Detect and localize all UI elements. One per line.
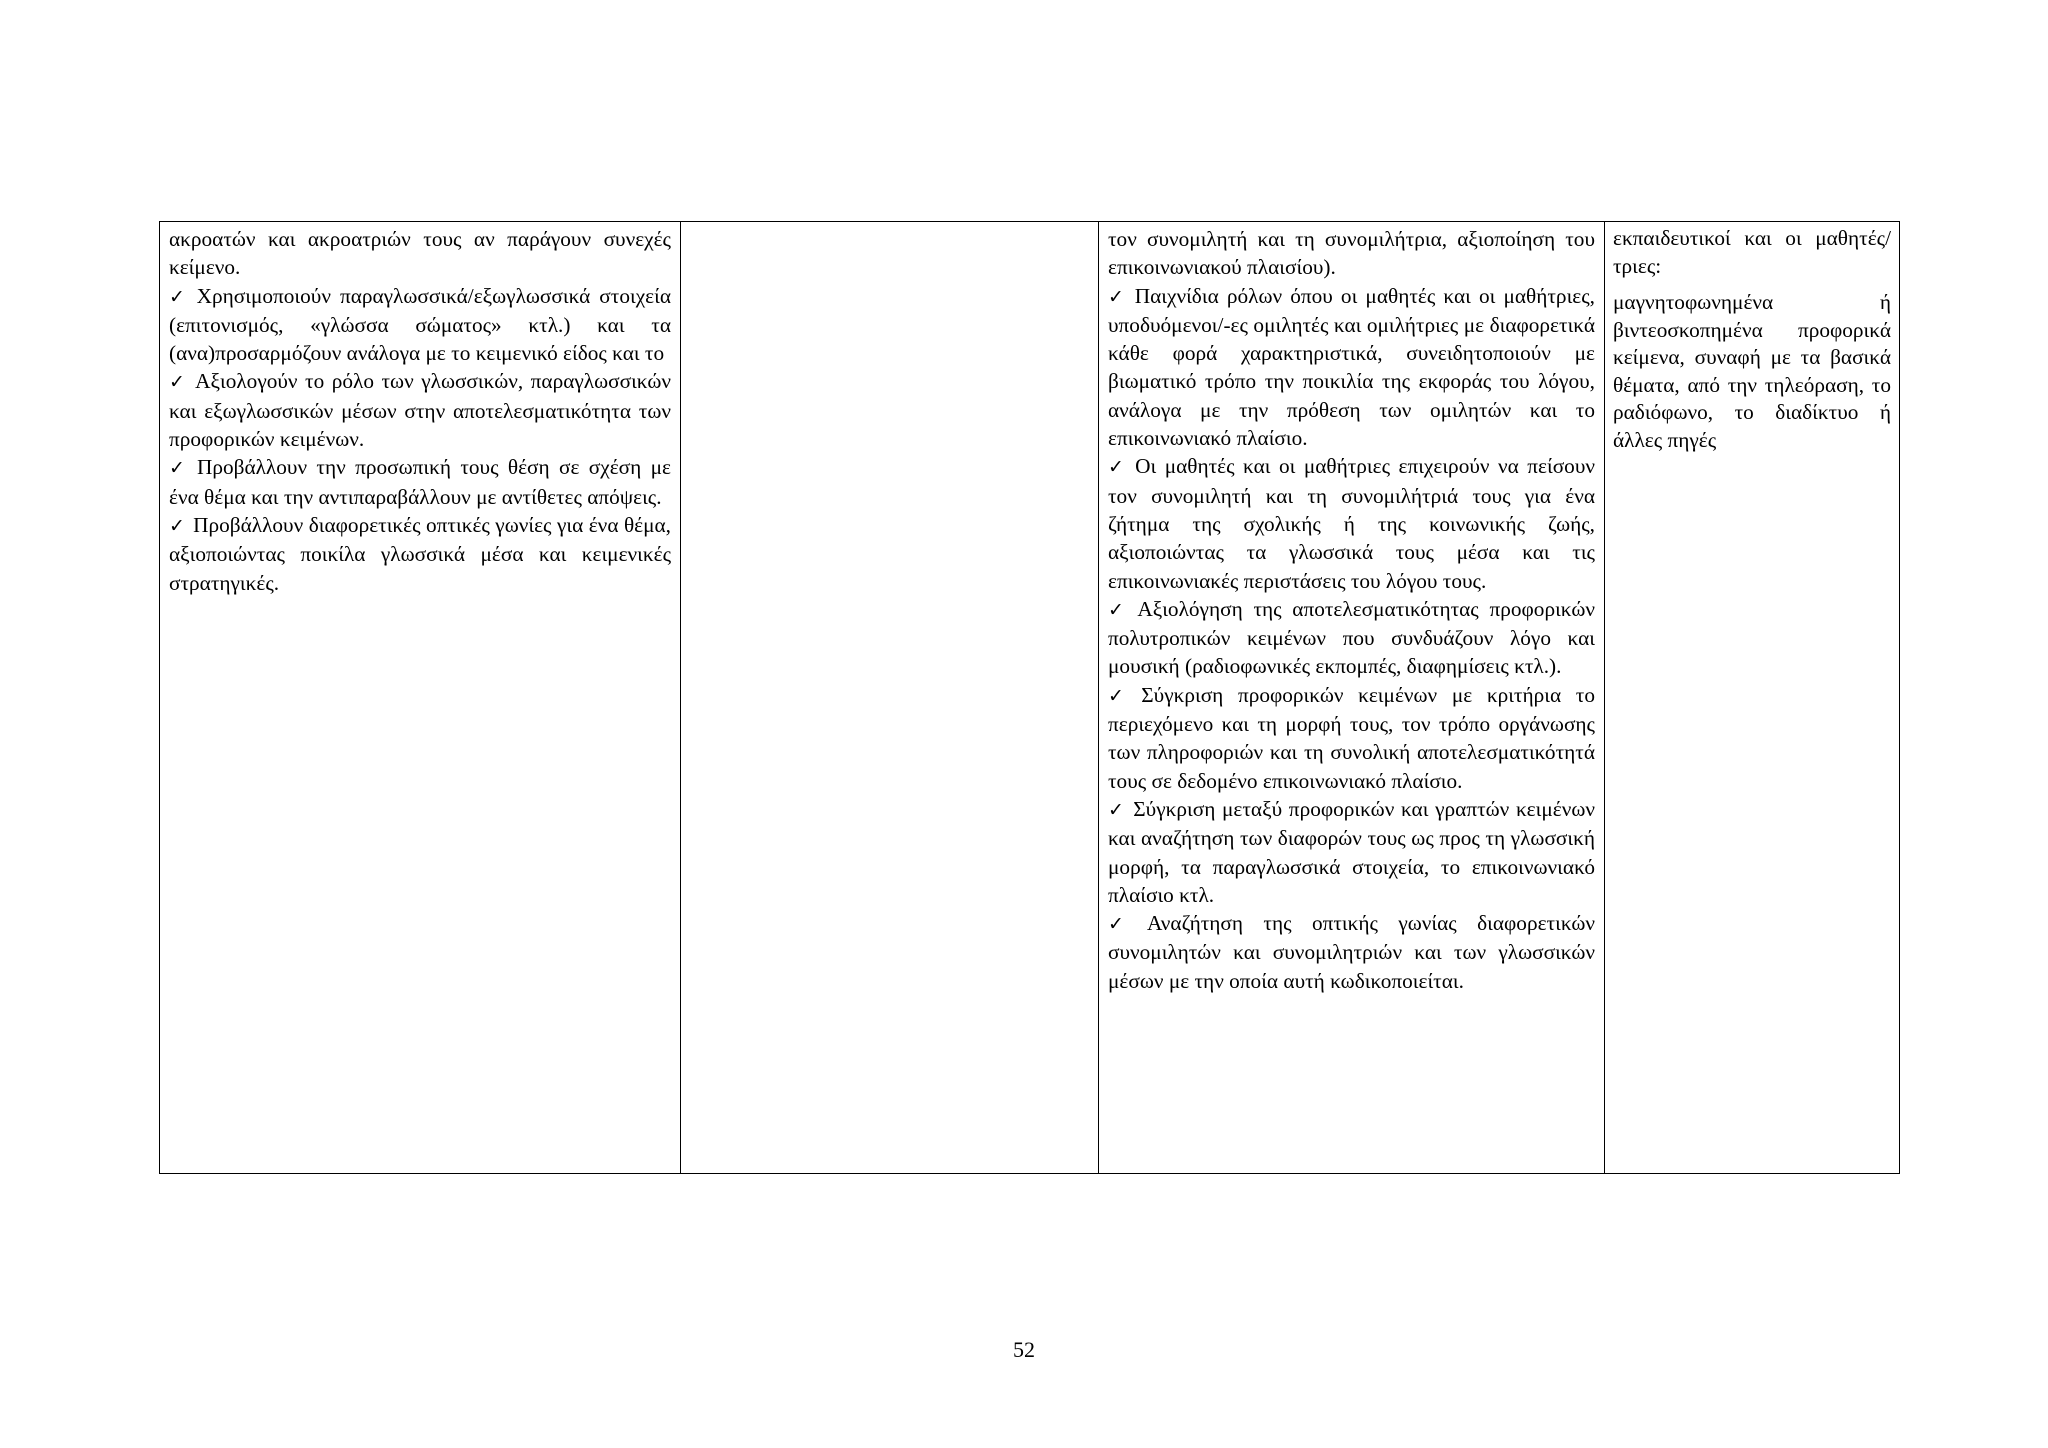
paragraph <box>169 225 671 282</box>
paragraph-text: ακροατών και ακροατριών τους αν παράγουν συνεχές κείμενο. <box>169 227 671 280</box>
activities-cell <box>1099 222 1605 1174</box>
checkmark-icon: ✓ <box>1108 684 1134 707</box>
paragraph <box>1108 795 1595 909</box>
materials-body: μαγνητοφωνημένα ή βιντεοσκοπημένα προφορικά κείμενα, συναφή με τα βασικά θέματα, από την τηλεόραση, το ραδιόφωνο, το διαδίκτυο ή άλλες πηγές <box>1613 290 1891 452</box>
paragraph-text: Οι μαθητές και οι μαθήτριες επιχειρούν να πείσουν τον συνομιλητή και τη συνομιλήτριά τους για ένα ζήτημα της σχολικής ή της κοινωνικής ζωής, αξιοποιώντας τα γλωσσικά τους μέσα και τις επικοινωνιακές περιστάσεις του λόγου τους. <box>1108 454 1596 593</box>
empty-cell <box>681 222 1099 1174</box>
materials-content <box>1605 222 1899 454</box>
table-row <box>160 222 1900 1174</box>
checkmark-icon: ✓ <box>169 371 188 394</box>
paragraph <box>1108 225 1595 282</box>
paragraph-text: Παιχνίδια ρόλων όπου οι μαθητές και οι μαθήτριες, υποδυόμενοι/-ες ομιλητές και ομιλήτριες με διαφορετικά κάθε φορά χαρακτηριστικά, συνειδητοποιούν με βιωματικό τρόπο την ποικιλία της εκφοράς του λόγου, ανάλογα με την πρόθεση των ομιλητών και το επικοινωνιακό πλαίσιο. <box>1108 283 1595 451</box>
paragraph-text: Αξιολογούν το ρόλο των γλωσσικών, παραγλωσσικών και εξωγλωσσικών μέσων στην αποτελεσματικότητα των προφορικών κειμένων. <box>169 369 671 452</box>
paragraph <box>169 367 671 453</box>
content-table <box>159 221 1900 1174</box>
paragraph-text: Αναζήτηση της οπτικής γωνίας διαφορετικών συνομιλητών και συνομιλητριών και των γλωσσικών μέσων με την οποία αυτή κωδικοποιείται. <box>1108 911 1596 993</box>
empty-content <box>681 222 1098 225</box>
paragraph-text: Προβάλλουν την προσωπική τους θέση σε σχέση με ένα θέμα και την αντιπαραβάλλουν με αντίθετες απόψεις. <box>169 455 671 509</box>
checkmark-icon: ✓ <box>1108 285 1127 308</box>
checkmark-icon: ✓ <box>1108 456 1128 479</box>
checkmark-icon: ✓ <box>1108 913 1139 936</box>
checkmark-icon: ✓ <box>169 457 189 480</box>
paragraph <box>169 511 671 597</box>
checkmark-icon: ✓ <box>169 514 186 537</box>
page-number: 52 <box>1013 1337 1035 1362</box>
objectives-cell <box>160 222 681 1174</box>
paragraph-text: Χρησιμοποιούν παραγλωσσικά/εξωγλωσσικά στοιχεία (επιτονισμός, «γλώσσα σώματος» κτλ.) και τα (ανα)προσαρμόζουν ανάλογα με το κειμενικό είδος και το <box>169 283 672 366</box>
paragraph <box>1108 595 1595 681</box>
paragraph <box>169 453 671 511</box>
activities-content <box>1099 222 1604 995</box>
paragraph-text: τον συνομιλητή και τη συνομιλήτρια, αξιοποίηση του επικοινωνιακού πλαισίου). <box>1108 227 1595 280</box>
paragraph-text: Σύγκριση προφορικών κειμένων με κριτήρια το περιεχόμενο και τη μορφή τους, τον τρόπο οργάνωσης των πληροφοριών και τη συνολική αποτελεσματικότητά τους σε δεδομένο επικοινωνιακό πλαίσιο. <box>1108 682 1595 793</box>
paragraph <box>1108 681 1595 795</box>
objectives-content <box>160 222 680 597</box>
paragraph-text: Σύγκριση μεταξύ προφορικών και γραπτών κειμένων και αναζήτηση των διαφορών τους ως προς τη γλωσσική μορφή, τα παραγλωσσικά στοιχεία, το επικοινωνιακό πλαίσιο κτλ. <box>1108 796 1595 907</box>
checkmark-icon: ✓ <box>1108 598 1130 621</box>
paragraph-text: Αξιολόγηση της αποτελεσματικότητας προφορικών πολυτροπικών κειμένων που συνδυάζουν λόγο και μουσική (ραδιοφωνικές εκπομπές, διαφημίσεις κτλ.). <box>1108 596 1595 679</box>
checkmark-icon: ✓ <box>1108 798 1126 821</box>
spacer <box>1613 280 1891 289</box>
paragraph <box>1108 282 1595 453</box>
materials-cell <box>1605 222 1900 1174</box>
paragraph-text: Προβάλλουν διαφορετικές οπτικές γωνίες για ένα θέμα, αξιοποιώντας ποικίλα γλωσσικά μέσα και κειμενικές στρατηγικές. <box>169 512 672 595</box>
paragraph <box>1108 909 1595 995</box>
paragraph <box>169 282 671 368</box>
checkmark-icon: ✓ <box>169 285 189 308</box>
paragraph <box>1108 452 1595 594</box>
materials-intro: εκπαιδευτικοί και οι μαθητές/τριες: <box>1613 226 1891 278</box>
